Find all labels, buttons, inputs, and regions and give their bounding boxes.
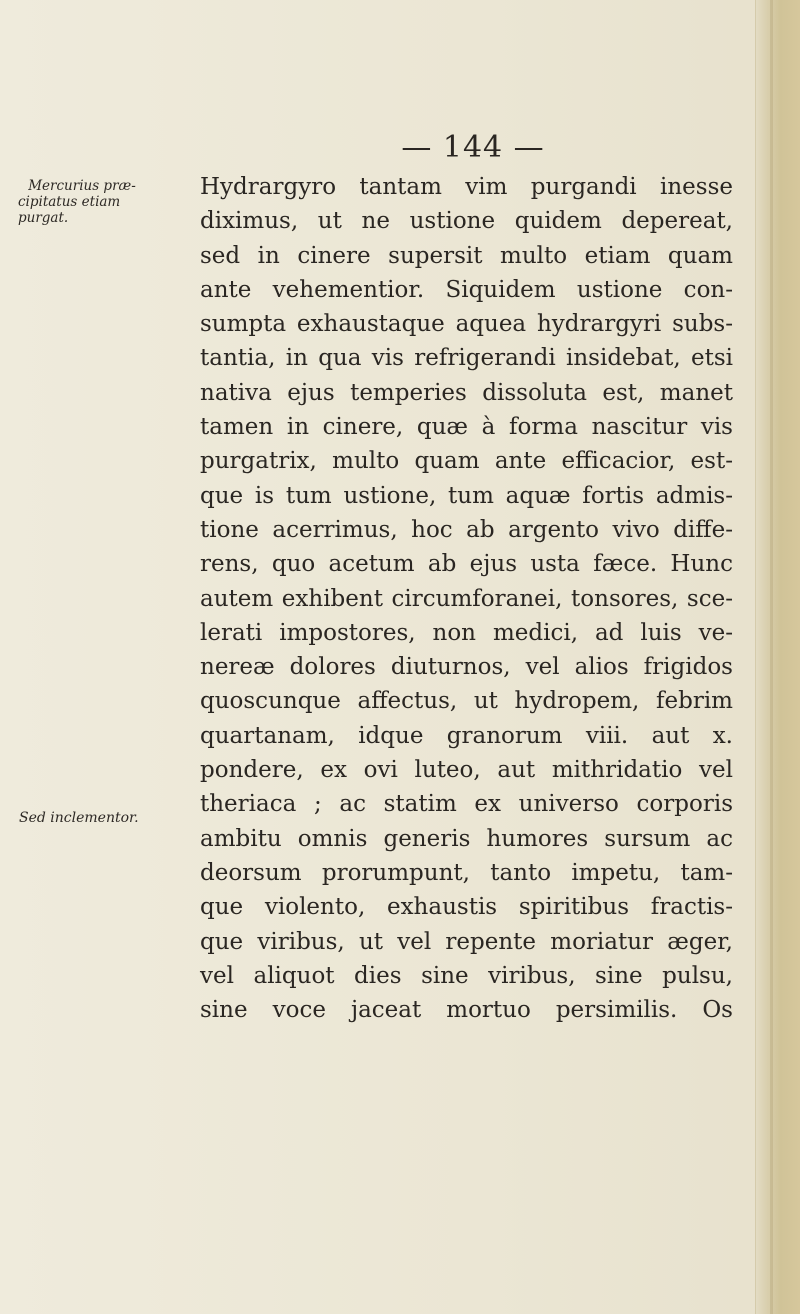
text-line: pondere, ex ovi luteo, aut mithridatio vel (200, 757, 733, 784)
text-line: nativa ejus temperies dissoluta est, manet (200, 379, 733, 406)
text-line: sumpta exhaustaque aquea hydrargyri subs- (200, 311, 733, 338)
text-line: vel aliquot dies sine viribus, sine pulsu, (200, 962, 733, 989)
text-line: Hydrargyro tantam vim purgandi inesse (200, 174, 733, 200)
body-text (200, 170, 733, 1027)
text-line: quartanam, idque granorum viii. aut x. (200, 722, 733, 749)
page-number: — 144 — (401, 130, 545, 165)
marginal-note-line: Sed inclementor. (19, 810, 139, 826)
text-line: sed in cinere supersit multo etiam quam (200, 242, 733, 269)
text-line: deorsum prorumpunt, tanto impetu, tam- (200, 859, 733, 886)
text-line: rens, quo acetum ab ejus usta fæce. Hunc (200, 551, 733, 578)
text-line: nereæ dolores diuturnos, vel alios frigidos (200, 654, 733, 681)
text-line: tantia, in qua vis refrigerandi insidebat, etsi (200, 345, 733, 372)
marginal-note-line: cipitatus etiam (18, 194, 121, 210)
text-line: diximus, ut ne ustione quidem depereat, (200, 208, 733, 235)
text-line: sine voce jaceat mortuo persimilis. Os (200, 997, 733, 1024)
text-line: lerati impostores, non medici, ad luis ve- (200, 619, 733, 646)
text-line: quoscunque affectus, ut hydropem, febrim (200, 688, 733, 715)
text-line: que violento, exhaustis spiritibus fractis- (200, 894, 733, 921)
marginal-note-line: Mercurius præ- (28, 178, 136, 194)
text-line: theriaca ; ac statim ex universo corporis (200, 791, 733, 818)
text-line: autem exhibent circumforanei, tonsores, sce- (200, 585, 733, 612)
marginal-note-sed (19, 810, 159, 826)
text-line: ante vehementior. Siquidem ustione con- (200, 276, 733, 303)
marginal-note-mercurius (18, 178, 146, 226)
text-line: que viribus, ut vel repente moriatur æger, (200, 928, 733, 955)
text-line: que is tum ustione, tum aquæ fortis admis- (200, 482, 733, 509)
page-edge (755, 0, 800, 1314)
text-line: ambitu omnis generis humores sursum ac (200, 825, 733, 852)
text-line: tione acerrimus, hoc ab argento vivo diffe- (200, 516, 733, 543)
text-line: purgatrix, multo quam ante efficacior, est- (200, 448, 733, 475)
text-line: tamen in cinere, quæ à forma nascitur vis (200, 414, 733, 441)
marginal-note-line: purgat. (18, 210, 69, 226)
